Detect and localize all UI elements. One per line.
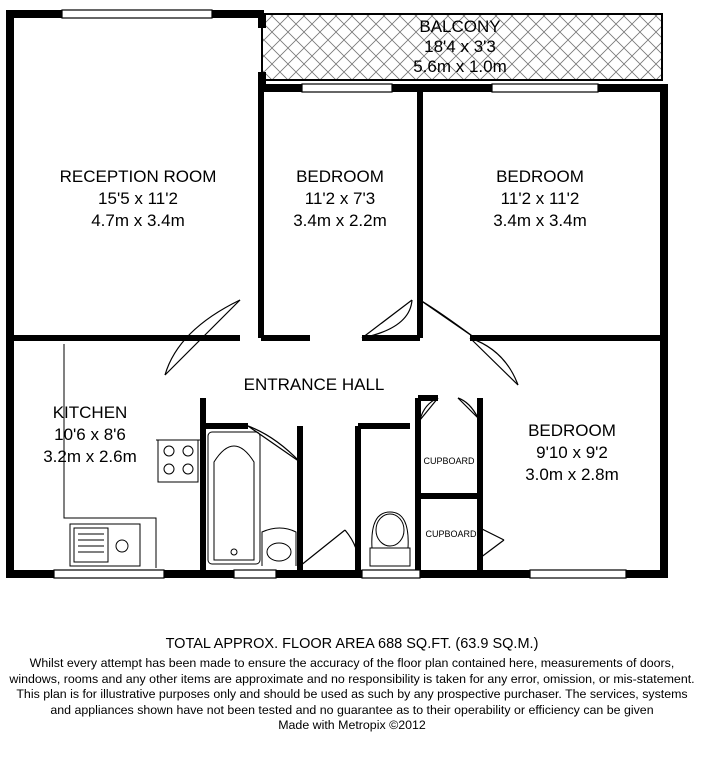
windows (54, 10, 626, 578)
reception-room-label: RECEPTION ROOM (59, 167, 217, 186)
kitchen-dim-metric: 3.2m x 2.6m (43, 447, 137, 466)
interior-walls (10, 88, 664, 570)
bedroom-large-dim-metric: 3.4m x 3.4m (493, 211, 587, 230)
outer-walls (6, 10, 668, 578)
bedroom-right-label: BEDROOM (528, 421, 616, 440)
bathroom-fittings (208, 432, 296, 566)
bedroom-large-label: BEDROOM (496, 167, 584, 186)
kitchen-dim-imperial: 10'6 x 8'6 (54, 425, 126, 444)
bedroom-right-dim-metric: 3.0m x 2.8m (525, 465, 619, 484)
total-floor-area: TOTAL APPROX. FLOOR AREA 688 SQ.FT. (63.9 SQ.M.) (165, 636, 539, 652)
cupboard-upper-label: CUPBOARD (423, 456, 475, 466)
balcony-dim-metric: 5.6m x 1.0m (413, 57, 507, 76)
wc (370, 512, 410, 566)
bedroom-right-dim-imperial: 9'10 x 9'2 (536, 443, 608, 462)
reception-room-dim-metric: 4.7m x 3.4m (91, 211, 185, 230)
kitchen-label: KITCHEN (52, 403, 128, 422)
entrance-hall-label: ENTRANCE HALL (243, 375, 385, 394)
reception-room-dim-imperial: 15'5 x 11'2 (98, 189, 178, 208)
balcony-label: BALCONY (419, 17, 501, 36)
balcony-dim-imperial: 18'4 x 3'3 (424, 37, 496, 56)
cupboard-lower-label: CUPBOARD (425, 529, 477, 539)
bedroom-small-label: BEDROOM (296, 167, 384, 186)
bedroom-small-dim-imperial: 11'2 x 7'3 (304, 189, 376, 208)
bedroom-small-dim-metric: 3.4m x 2.2m (293, 211, 387, 230)
credit-text: Made with Metropix ©2012 (278, 718, 426, 733)
disclaimer-text: Whilst every attempt has been made to ensure the accuracy of the floor plan contained here, measurements of doors, windows, rooms and any other items are approximate and no responsibility is taken for any error, omission, or mis-statement. This plan is for illustrative purposes only and should be used as such by any prospective purchaser. The services, systems and appliances shown have not been tested and no guarantee as to their operability or efficiency can be given (9, 656, 695, 717)
footer (0, 636, 704, 732)
bedroom-large-dim-imperial: 11'2 x 11'2 (500, 189, 580, 208)
